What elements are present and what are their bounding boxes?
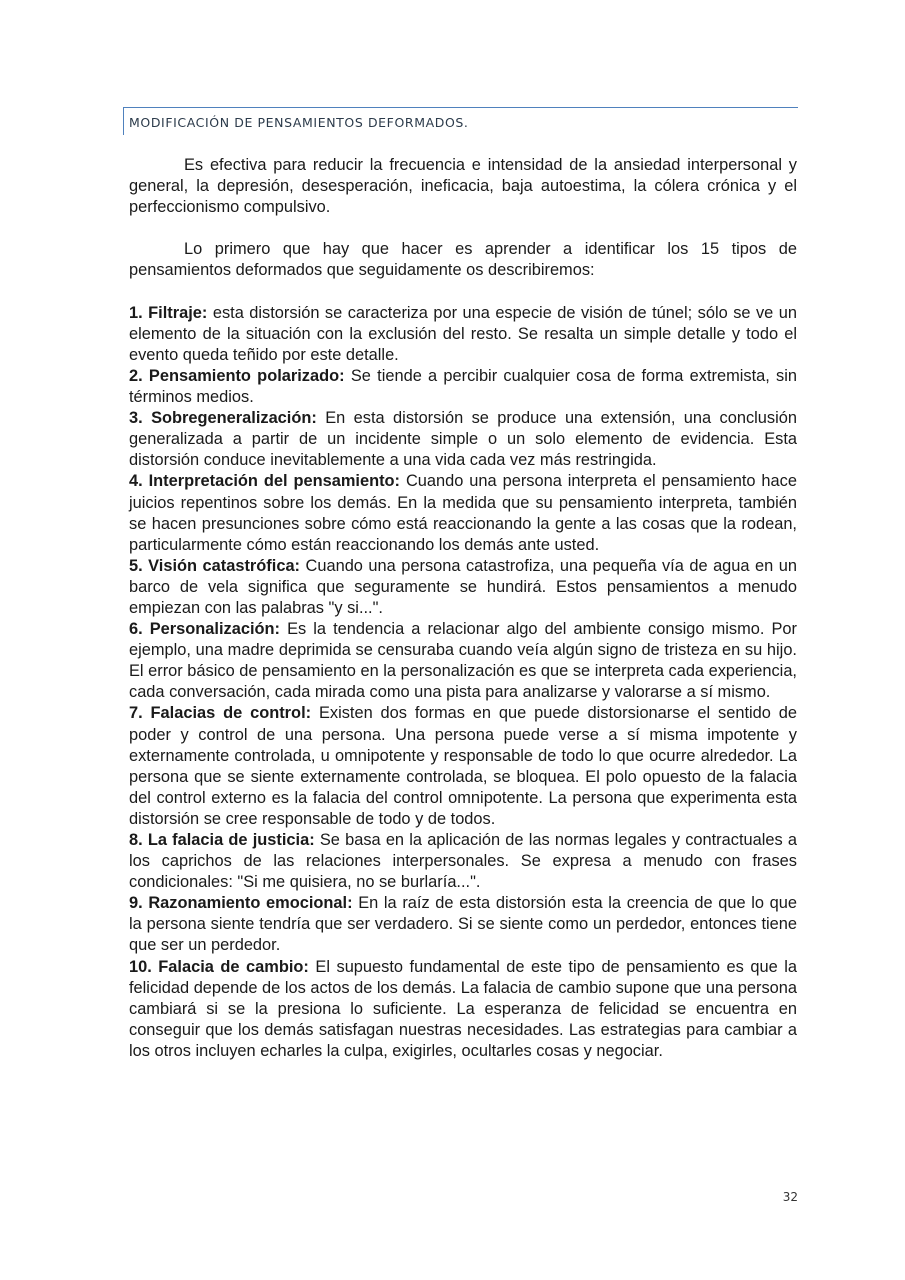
distortion-term: 8. La falacia de justicia: [129, 831, 315, 849]
distortion-description: Se basa en la aplicación de las normas legales y contractuales a los caprichos de las relaciones interpersonales. Se expresa a menudo con frases condicionales: "Si me quisiera, no se burlaría...". [129, 831, 797, 892]
intro-paragraph: Lo primero que hay que hacer es aprender a identificar los 15 tipos de pensamientos deformados que seguidamente os describiremos: [129, 240, 797, 280]
distortion-description: Es la tendencia a relacionar algo del ambiente consigo mismo. Por ejemplo, una madre deprimida se censuraba cuando veía algún signo de tristeza en su hijo. El error básico de pensamiento en la personalización es que se interpreta cada experiencia, cada conversación, cada mirada como una pista para analizarse y valorarse a sí mismo. [129, 620, 797, 702]
distortion-item [129, 471, 797, 555]
distortion-item [129, 408, 797, 471]
paragraph-spacer [129, 282, 797, 303]
distortion-term: 7. Falacias de control: [129, 704, 312, 723]
distortion-term: 1. Filtraje: [129, 303, 208, 322]
distortion-item [129, 830, 797, 893]
distortion-description: Existen dos formas en que puede distorsionarse el sentido de poder y control de una persona. Una persona puede verse a sí misma impotente y externamente controlada, u omnipotente y responsable de todo lo que ocurre alrededor. La persona que se siente externamente controlada, se bloquea. El polo opuesto de la falacia del control externo es la falacia del control omnipotente. La persona que experimenta esta distorsión se cree responsable de todo y de todos. [129, 704, 797, 828]
distortion-item [129, 619, 797, 703]
distortion-description: esta distorsión se caracteriza por una especie de visión de túnel; sólo se ve un elemento de la situación con la exclusión del resto. Se resalta un simple detalle y todo el evento queda teñido por este detalle. [129, 303, 797, 364]
distortion-term: 3. Sobregeneralización: [129, 409, 317, 428]
distortion-term: 10. Falacia de cambio: [129, 957, 309, 976]
distortion-term: 9. Razonamiento emocional: [129, 894, 353, 913]
distortion-item [129, 893, 797, 956]
distortion-description: Cuando una persona catastrofiza, una pequeña vía de agua en un barco de vela significa que seguramente se hundirá. Estos pensamientos a menudo empiezan con las palabras "y si...". [129, 556, 797, 617]
distortion-term: 5. Visión catastrófica: [129, 556, 301, 575]
intro-paragraph: Es efectiva para reducir la frecuencia e intensidad de la ansiedad interpersonal y general, la depresión, desesperación, ineficacia, baja autoestima, la cólera crónica y el perfeccionismo compulsivo. [129, 156, 797, 217]
distortion-description: En la raíz de esta distorsión esta la creencia de que lo que la persona siente tendría que ser verdadero. Si se siente como un perdedor, entonces tiene que ser un perdedor. [129, 894, 797, 955]
distortion-item [129, 703, 797, 830]
distortion-description: Se tiende a percibir cualquier cosa de forma extremista, sin términos medios. [129, 366, 797, 407]
distortion-item [129, 366, 797, 408]
paragraph-spacer [129, 218, 797, 239]
distortion-description: En esta distorsión se produce una extensión, una conclusión generalizada a partir de un incidente simple o un solo elemento de evidencia. Esta distorsión conduce inevitablemente a una vida cada vez más restringida. [129, 409, 797, 470]
distortion-term: 4. Interpretación del pensamiento: [129, 472, 401, 491]
distortion-term: 2. Pensamiento polarizado: [129, 366, 345, 385]
distortion-item [129, 556, 797, 619]
distortion-description: Cuando una persona interpreta el pensamiento hace juicios repentinos sobre los demás. En la medida que su pensamiento interpreta, también se hacen presunciones sobre cómo está reaccionando la gente a las cosas que la rodean, particularmente cómo están reaccionando los demás ante usted. [129, 472, 797, 554]
section-header [123, 107, 798, 135]
distortion-item [129, 957, 797, 1062]
distortion-description: El supuesto fundamental de este tipo de pensamiento es que la felicidad depende de los actos de los demás. La falacia de cambio supone que una persona cambiará si se la presiona lo suficiente. La esperanza de felicidad se encuentra en conseguir que los demás satisfagan nuestras necesidades. Las estrategias para cambiar a los otros incluyen echarles la culpa, exigirles, ocultarles cosas y negociar. [129, 957, 798, 1060]
document-body [129, 155, 797, 1062]
page-number: 32 [782, 1190, 798, 1204]
distortion-term: 6. Personalización: [129, 620, 280, 639]
distortion-item [129, 303, 797, 366]
section-title: MODIFICACIÓN DE PENSAMIENTOS DEFORMADOS. [129, 115, 469, 130]
